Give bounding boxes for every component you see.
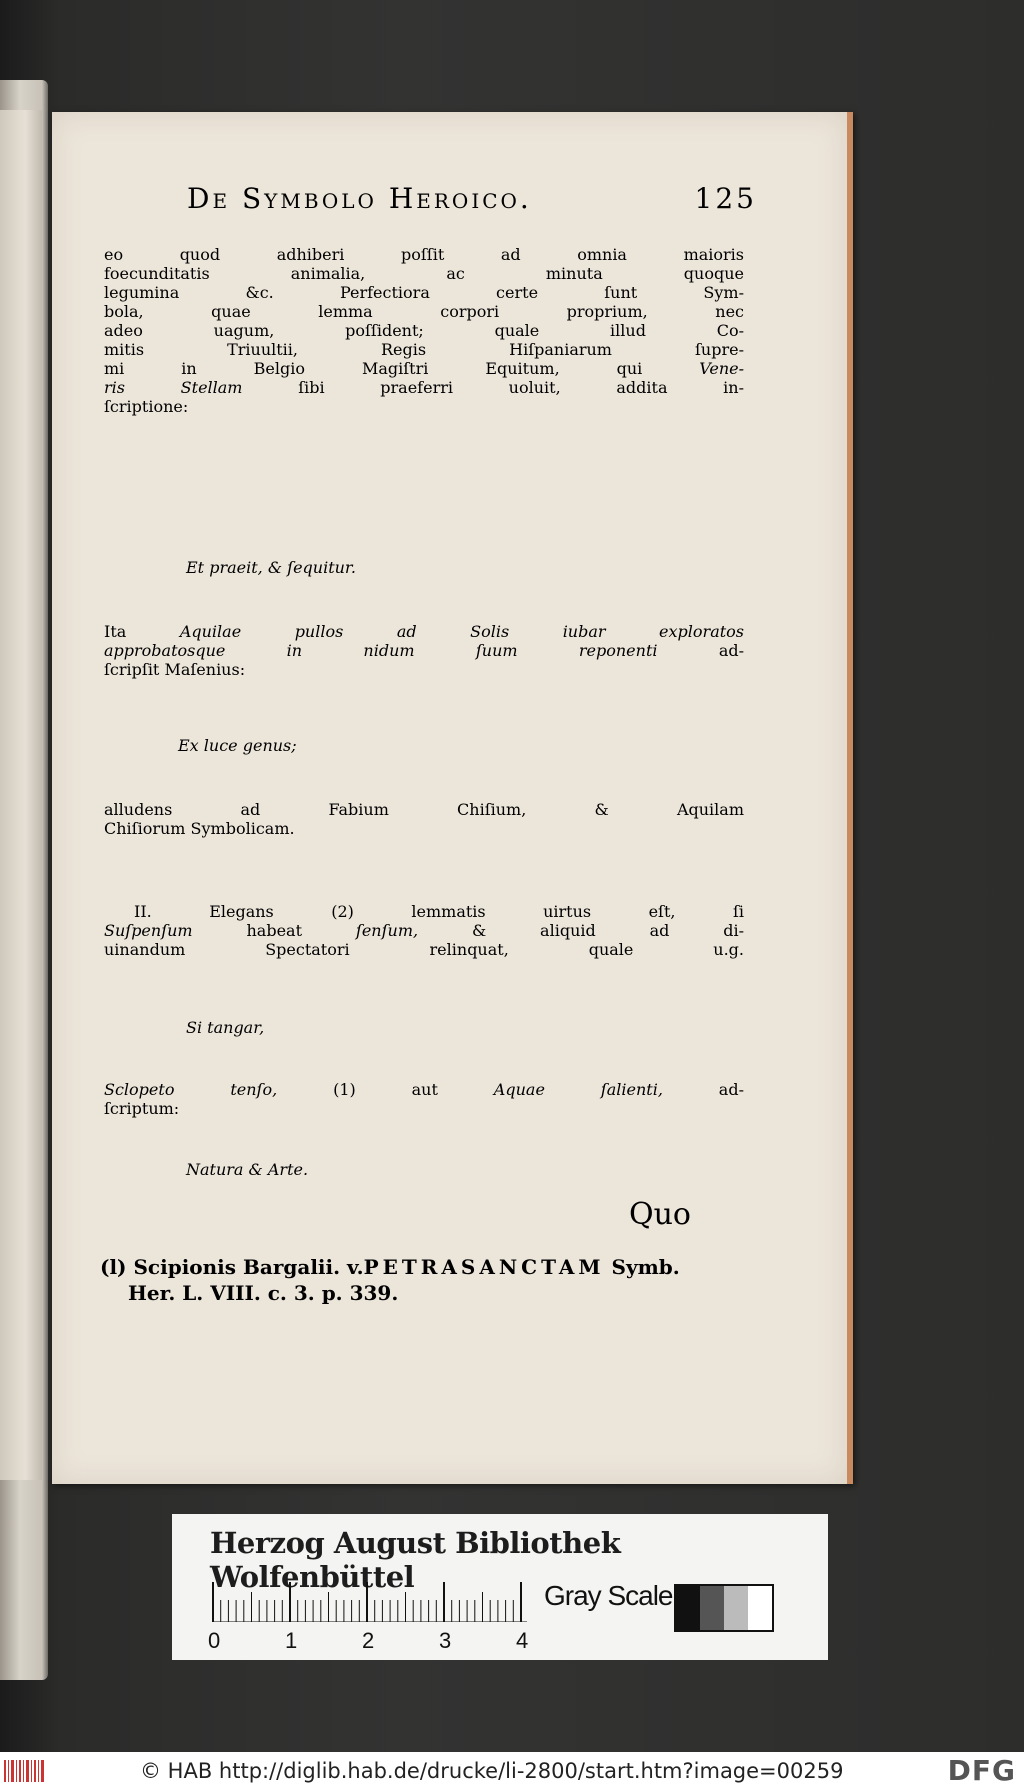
italic-span: Vene-: [699, 359, 744, 378]
paragraph-4: [104, 902, 744, 959]
text-line: II. Elegans (2) lemmatis uirtus eſt, ſi: [134, 902, 744, 921]
color-target-card: [172, 1514, 828, 1660]
text-span: ad-: [718, 1080, 744, 1099]
ruler-label: 0: [208, 1628, 221, 1653]
text-line: ſcripſit Maſenius:: [104, 660, 246, 679]
text-span: & aliquid ad di-: [471, 921, 745, 940]
text-span: (1) aut: [333, 1080, 438, 1099]
italic-span: ris Stellam: [104, 378, 243, 397]
barcode-icon: [2, 1756, 48, 1786]
text-span: ad-: [718, 641, 744, 660]
italic-span: approbatosque in nidum ſuum reponenti: [104, 641, 658, 660]
gray-patch: [724, 1586, 748, 1630]
text-line: ſcriptum:: [104, 1099, 180, 1118]
text-line: [104, 359, 744, 378]
text-line: Chiſiorum Symbolicam.: [104, 819, 295, 838]
text-span: (l) Scipionis Bargalii. v.: [100, 1255, 364, 1279]
page-number: 125: [694, 182, 757, 215]
running-header: [187, 182, 757, 215]
text-span: Ita: [104, 622, 127, 641]
gray-patch: [700, 1586, 724, 1630]
italic-span: ſenſum,: [355, 921, 419, 940]
italic-span: Sclopeto tenſo,: [104, 1080, 278, 1099]
ruler-scale: [212, 1582, 542, 1622]
footer-bar: [0, 1752, 1024, 1789]
gray-patch: [748, 1586, 772, 1630]
ruler-labels: [208, 1628, 528, 1652]
text-line: bola, quae lemma corpori proprium, nec: [104, 302, 744, 321]
ruler-label: 4: [516, 1628, 529, 1653]
ruler-label: 3: [439, 1628, 452, 1653]
gray-scale-swatch: [674, 1584, 774, 1632]
paragraph-2: [104, 622, 744, 679]
dfg-logo: DFG: [947, 1754, 1016, 1787]
ruler-label: 2: [362, 1628, 375, 1653]
text-line: [104, 378, 744, 397]
paragraph-1: [104, 245, 744, 416]
motto-4: Natura & Arte.: [186, 1160, 309, 1179]
catchword: Quo: [629, 1197, 691, 1232]
paragraph-5: [104, 1080, 744, 1118]
spaced-span: PETRASANCTAM: [363, 1255, 605, 1279]
book-page: [52, 112, 853, 1484]
text-line: [104, 622, 744, 641]
text-line: [104, 921, 744, 940]
footnote-line: [100, 1254, 740, 1280]
copyright-credit: © HAB http://diglib.hab.de/drucke/li-2800/start.htm?image=00259: [140, 1758, 844, 1783]
text-line: adeo uagum, poſſident; quale illud Co-: [104, 321, 744, 340]
footnote: [100, 1254, 740, 1306]
italic-span: Aquilae pullos ad Solis iubar exploratos: [179, 622, 745, 641]
motto-3: Si tangar,: [186, 1018, 265, 1037]
italic-span: Suſpenſum: [104, 921, 193, 940]
italic-span: Aquae ſalienti,: [493, 1080, 663, 1099]
footnote-line: Her. L. VIII. c. 3. p. 339.: [128, 1281, 399, 1305]
text-line: uinandum Spectatori relinquat, quale u.g.: [104, 940, 744, 959]
text-span: mi in Belgio Magiſtri Equitum, qui: [104, 359, 643, 378]
library-title: Herzog August Bibliothek Wolfenbüttel: [210, 1526, 621, 1594]
motto-2: Ex luce genus;: [178, 736, 297, 755]
text-span: ſibi praeferri uoluit, addita in-: [298, 378, 744, 397]
header-title: De Symbolo Heroico.: [187, 182, 532, 215]
text-line: legumina &c. Perfectiora certe ſunt Sym-: [104, 283, 744, 302]
text-line: alludens ad Fabium Chiſium, & Aquilam: [104, 800, 744, 819]
paragraph-3: [104, 800, 744, 838]
text-line: foecunditatis animalia, ac minuta quoque: [104, 264, 744, 283]
gray-patch: [676, 1586, 700, 1630]
text-line: [104, 1080, 744, 1099]
adjacent-page: [0, 110, 42, 1480]
text-line: mitis Triuultii, Regis Hiſpaniarum ſupre-: [104, 340, 744, 359]
text-span: Symb.: [611, 1255, 680, 1279]
gray-scale-label: Gray Scale: [544, 1580, 673, 1611]
text-line: [104, 641, 744, 660]
motto-1: Et praeit, & ſequitur.: [186, 558, 356, 577]
text-line: eo quod adhiberi poſſit ad omnia maioris: [104, 245, 744, 264]
text-line: ſcriptione:: [104, 397, 189, 416]
text-span: habeat: [246, 921, 303, 940]
ruler-label: 1: [285, 1628, 298, 1653]
